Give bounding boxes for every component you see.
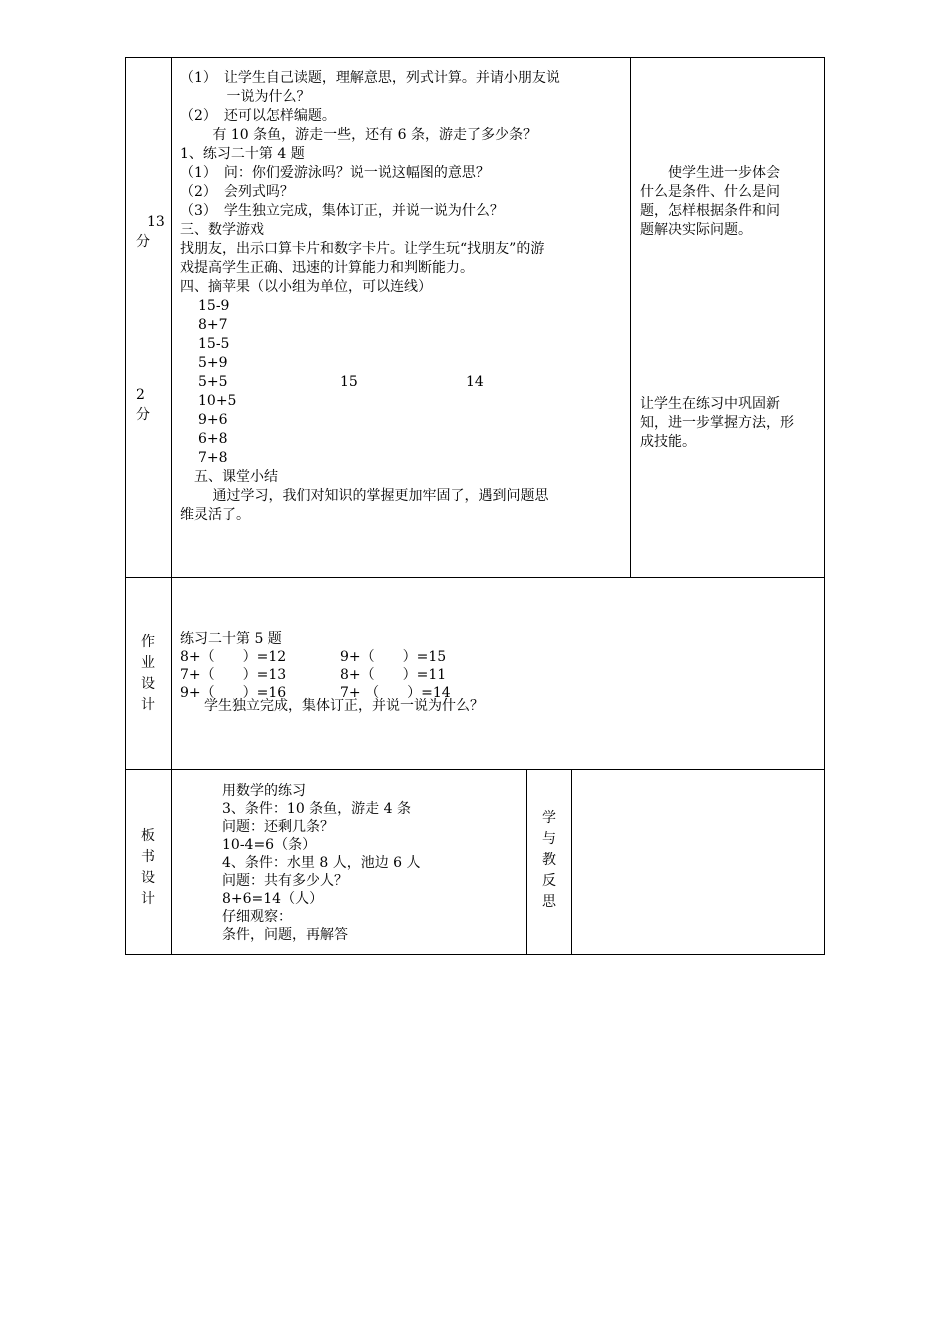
col-divider-board-1 (526, 769, 527, 955)
apple-expression: 6+8 (184, 431, 228, 447)
time-13-unit: 分 (136, 234, 150, 250)
apple-answer-14: 14 (466, 374, 484, 390)
apple-expression: 10+5 (184, 393, 237, 409)
time-13-number: 13 (147, 214, 165, 230)
homework-item: 9+（ ）=16 (180, 685, 287, 701)
apple-expression: 15-5 (184, 336, 230, 352)
apple-expression: 15-9 (184, 298, 230, 314)
content-line: 五、课堂小结 (180, 469, 278, 485)
homework-item: 9+（ ）=15 (340, 649, 447, 665)
content-line: 三、数学游戏 (180, 222, 264, 238)
apple-expression: 9+6 (184, 412, 228, 428)
content-line: （2） 还可以怎样编题。 (180, 108, 336, 124)
time-2-unit: 分 (136, 407, 150, 423)
content-line: （1） 问：你们爱游泳吗？说一说这幅图的意思？ (180, 165, 490, 181)
content-line: 维灵活了。 (180, 507, 250, 523)
reflection-label: 学 与 教 反 思 (542, 810, 556, 910)
content-line: （2） 会列式吗？ (180, 184, 294, 200)
apple-answer-15: 15 (340, 374, 358, 390)
col-divider-note (630, 57, 631, 577)
homework-item: 8+（ ）=11 (340, 667, 447, 683)
apple-expression: 5+9 (184, 355, 228, 371)
row-divider-1 (125, 577, 825, 578)
content-line: 通过学习，我们对知识的掌握更加牢固了，遇到问题思 (180, 488, 549, 504)
homework-item: 7+ （ ）=14 (340, 685, 451, 701)
col-divider-label (171, 57, 172, 955)
content-line: 四、摘苹果（以小组为单位，可以连线） (180, 279, 432, 295)
content-line: 戏提高学生正确、迅速的计算能力和判断能力。 (180, 260, 474, 276)
content-line: （1） 让学生自己读题，理解意思，列式计算。并请小朋友说 (180, 70, 560, 86)
board-label: 板 书 设 计 (141, 828, 155, 907)
apple-expression: 5+5 (184, 374, 228, 390)
content-line: 1、练习二十第 4 题 (180, 146, 305, 162)
border-right (824, 57, 825, 955)
homework-label: 作 业 设 计 (141, 634, 155, 713)
homework-title: 练习二十第 5 题 (180, 631, 282, 647)
border-top (125, 57, 825, 58)
content-line: 一说为什么？ (180, 89, 311, 105)
homework-item: 8+（ ）=12 (180, 649, 287, 665)
apple-expression: 8+7 (184, 317, 228, 333)
apple-expression: 7+8 (184, 450, 228, 466)
time-2-number: 2 (136, 387, 145, 403)
content-line: 找朋友，出示口算卡片和数字卡片。让学生玩“找朋友”的游 (180, 241, 545, 257)
content-line: （3） 学生独立完成，集体订正，并说一说为什么？ (180, 203, 504, 219)
border-left (125, 57, 126, 955)
content-line: 有 10 条鱼，游走一些，还有 6 条，游走了多少条？ (180, 127, 537, 143)
reflection-field[interactable] (572, 770, 824, 954)
homework-note: 学生独立完成，集体订正，并说一说为什么？ (204, 698, 484, 714)
border-bottom (125, 954, 825, 955)
homework-item: 7+（ ）=13 (180, 667, 287, 683)
